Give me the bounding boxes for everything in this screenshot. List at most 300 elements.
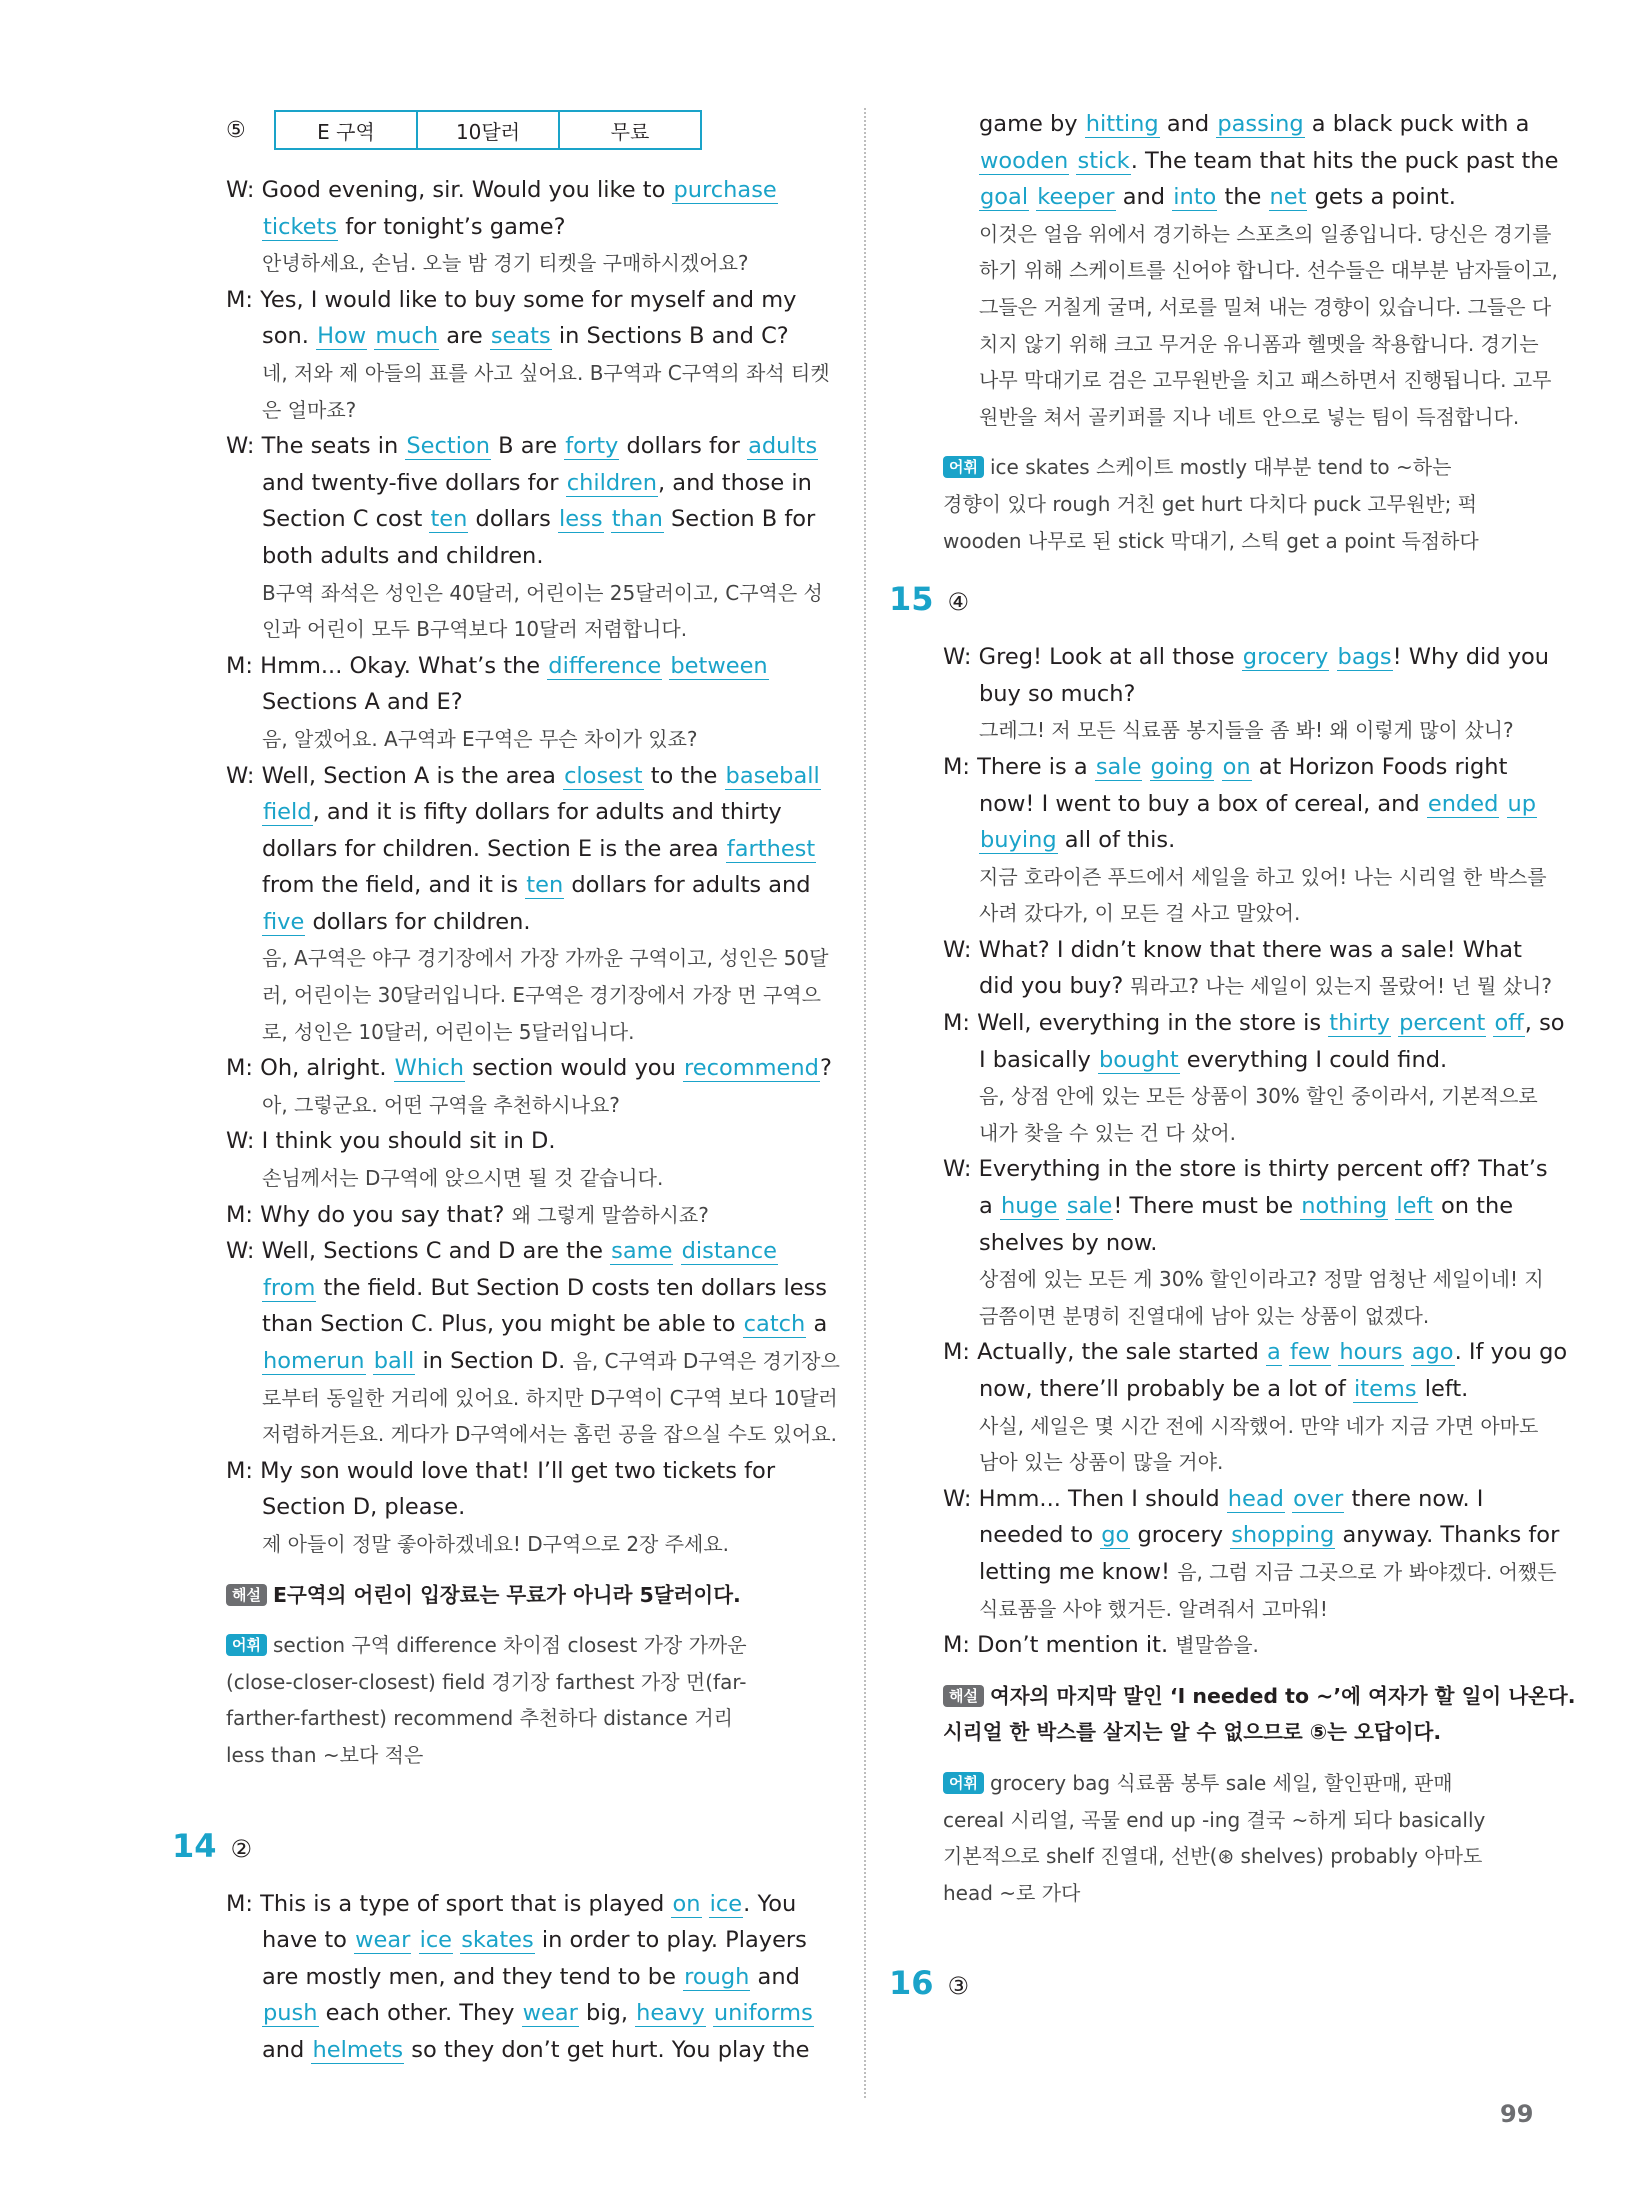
answer-blank: wear [355,1927,411,1954]
english-text: , and those in [658,469,812,496]
answer-blank: left [1396,1193,1433,1220]
korean-translation: 왜 그렇게 말씀하시죠? [511,1202,709,1227]
english-text: all of this. [1057,827,1176,854]
answer-blank: ten [526,872,564,899]
english-text [702,1891,709,1917]
english-text: W: Hmm... Then I should [943,1485,1227,1512]
dialogue-line [226,392,834,429]
answer-blank: uniforms [713,2000,813,2027]
dialogue-line [226,1526,834,1563]
dialogue-line [226,1922,834,1959]
korean-translation: 인과 어린이 모두 B구역보다 10달러 저렴합니다. [262,617,688,642]
q13-vocab [226,1627,834,1773]
english-text: are [439,323,490,350]
option-row [226,106,834,154]
english-text [1499,791,1506,817]
korean-translation: 러, 어린이는 30달러입니다. E구역은 경기장에서 가장 먼 구역으 [262,983,821,1008]
dialogue-line [226,1014,834,1051]
answer-blank: tickets [263,213,338,240]
dialogue-line [943,1042,1555,1079]
english-text: I basically [979,1046,1098,1073]
english-text: ! There must be [1113,1193,1301,1220]
answer-blank: five [263,908,305,935]
korean-translation: 이것은 얼음 위에서 경기하는 스포츠의 일종입니다. 당신은 경기를 [979,221,1552,246]
answer-blank: over [1293,1485,1344,1512]
answer-blank: huge [1000,1193,1058,1220]
answer-blank: head [1227,1485,1284,1512]
dialogue-line [226,1959,834,1996]
answer-blank: same [611,1238,673,1265]
answer-blank: ice [419,1927,453,1954]
answer-blank: up [1507,790,1537,817]
dialogue-line [943,1591,1555,1628]
dialogue-line [943,1298,1555,1335]
english-text: W: Everything in the store is thirty percent off? That’s [943,1156,1548,1183]
answer-blank: hours [1339,1339,1403,1366]
page-number: 99 [1500,2100,1534,2128]
dialogue-line [943,1554,1555,1591]
english-text [1142,754,1149,780]
answer-blank: from [263,1274,316,1301]
answer-blank: percent [1399,1010,1486,1037]
answer-blank: into [1173,184,1217,211]
vocab-line: 기본적으로 shelf 진열대, 선반(⊛ shelves) probably 아마도 [943,1844,1483,1869]
dialogue-line [943,1408,1555,1445]
english-text: and [1115,184,1173,211]
answer-blank: few [1289,1339,1331,1366]
korean-translation: 내가 찾을 수 있는 건 다 샀어. [979,1120,1237,1145]
english-text: grocery [1130,1522,1231,1549]
explain-text: E구역의 어린이 입장료는 무료가 아니라 5달러이다. [272,1582,741,1607]
english-text: everything I could find. [1179,1046,1448,1073]
dialogue-line [226,501,834,538]
korean-translation: 별말씀을. [1175,1633,1259,1658]
dialogue-line [943,712,1555,749]
korean-translation: 사려 갔다가, 이 모든 걸 사고 말았어. [979,901,1301,926]
dialogue-line [943,399,1555,436]
english-text: M: Well, everything in the store is [943,1010,1329,1037]
english-text: and [750,1963,800,1990]
english-text: a black puck with a [1304,111,1530,137]
english-text: Section B for [663,506,816,533]
dialogue-line [943,1444,1555,1481]
answer-blank: off [1494,1010,1524,1037]
dialogue-line [226,721,834,758]
english-text: Sections A and E? [262,689,463,716]
english-text: ! Why did you [1392,644,1550,671]
answer-blank: forty [565,433,619,460]
english-text: so they don’t get hurt. You play the [404,2036,810,2063]
question-answer: ② [230,1834,253,1863]
explain-badge: 해설 [943,1685,984,1707]
dialogue-line [226,1416,837,1453]
dialogue-line [943,1261,1555,1298]
question-answer: ④ [947,588,970,617]
dialogue-line [226,831,834,868]
answer-blank: going [1150,753,1214,780]
option-cell-section: E 구역 [275,111,417,149]
dialogue-line [226,1453,834,1490]
english-text: in order to play. Players [534,1927,807,1954]
english-text: letting me know! [979,1558,1178,1585]
vocab-line: farther-farthest) recommend 추천하다 distance 거리 [226,1706,733,1731]
dialogue-line [226,1087,834,1124]
dialogue-line [226,355,834,392]
korean-translation: 안녕하세요, 손님. 오늘 밤 경기 티켓을 구매하시겠어요? [262,251,749,276]
english-text: dollars for children. Section E is the area [262,835,726,862]
dialogue-line [943,895,1555,932]
answer-blank: grocery [1242,644,1329,671]
dialogue-line [943,1078,1555,1115]
answer-blank: skates [461,1927,534,1954]
vocab-badge: 어휘 [226,1634,267,1656]
english-text: son. [262,323,317,350]
korean-translation: 지금 호라이즌 푸드에서 세일을 하고 있어! 나는 시리얼 한 박스를 [979,864,1547,889]
english-text: in Sections B and C? [551,323,789,350]
dialogue-line [226,575,834,612]
english-text: the [1217,184,1269,211]
english-text: W: I think you should sit in D. [226,1128,556,1155]
dialogue-line [943,1481,1555,1518]
dialogue-line [226,318,834,355]
q15-dialogue [943,639,1568,1664]
dialogue-line [943,786,1555,823]
korean-translation: 나무 막대기로 검은 고무원반을 치고 패스하면서 진행됩니다. 고무 [979,368,1552,393]
english-text: to the [643,762,725,789]
dialogue-line [943,362,1555,399]
korean-translation: 은 얼마죠? [262,397,357,422]
english-text [1282,1339,1289,1365]
english-text: W: Good evening, sir. Would you like to [226,177,673,203]
dialogue-line [943,859,1555,896]
english-text: there now. I [1344,1485,1484,1512]
english-text: are mostly men, and they tend to be [262,1963,684,1990]
korean-translation: 원반을 쳐서 골키퍼를 지나 네트 안으로 넣는 팀이 득점합니다. [979,404,1520,429]
english-text: W: The seats in [226,433,406,460]
english-text: from the field, and it is [262,872,526,899]
english-text: M: Don’t mention it. [943,1632,1176,1659]
q15-vocab [943,1765,1555,1911]
dialogue-line [943,676,1555,713]
dialogue-line [943,1005,1565,1042]
answer-blank: rough [684,1963,750,1990]
dialogue-line [943,1627,1555,1664]
answer-blank: ball [373,1348,415,1374]
explain-text: 여자의 마지막 말인 ‘I needed to ~’에 여자가 할 일이 나온다. [989,1683,1576,1708]
english-text: . If you go [1454,1339,1568,1366]
dialogue-line [226,867,834,904]
option-cell-child: 무료 [559,111,701,149]
english-text: W: Well, Section A is the area [226,762,564,789]
dialogue-line [226,428,834,465]
q13-dialogue [226,172,840,1563]
dialogue-line [226,1306,834,1343]
dialogue-line [226,172,834,209]
korean-translation: B구역 좌석은 성인은 40달러, 어린이는 25달러이고, C구역은 성 [262,580,823,605]
english-text: and [1159,111,1217,137]
english-text: M: There is a [943,753,1095,780]
english-text: M: Oh, alright. [226,1055,394,1082]
dialogue-line [226,904,834,941]
english-text: now! I went to buy a box of cereal, and [979,790,1427,817]
english-text [604,506,611,532]
q13-explanation [226,1577,834,1614]
korean-translation: 손님께서는 D구역에 앉으시면 될 것 같습니다. [262,1166,664,1191]
answer-blank: farthest [726,835,816,862]
english-text: W: Well, Sections C and D are the [226,1238,611,1265]
dialogue-line [226,1050,834,1087]
english-text [673,1238,680,1264]
english-text: M: Actually, the sale started [943,1339,1267,1366]
answer-blank: between [670,652,768,679]
answer-blank: wooden [980,147,1069,174]
english-text [1404,1339,1411,1365]
dialogue-line [226,1343,840,1380]
answer-blank: sale [1066,1193,1113,1220]
dialogue-line [943,143,1559,180]
question-header-16 [889,1957,1501,2009]
answer-blank: much [375,323,439,350]
english-text: a [806,1311,828,1338]
dialogue-line [226,1160,834,1197]
dialogue-line [226,940,834,977]
dialogue-line [226,648,834,685]
english-text: section would you [465,1055,683,1082]
english-text: Section D, please. [262,1494,466,1521]
q14-vocab [943,449,1555,559]
answer-blank: on [672,1890,701,1917]
dialogue-line [226,977,834,1014]
korean-translation: 남아 있는 상품이 많을 거야. [979,1450,1224,1475]
english-text: both adults and children. [262,542,544,569]
answer-blank: buying [980,827,1057,854]
korean-translation: 상점에 있는 모든 게 30% 할인이라고? 정말 엄청난 세일이네! 지 [979,1267,1544,1292]
dialogue-line [226,1270,834,1307]
dialogue-line [226,684,834,721]
dialogue-line [943,1151,1555,1188]
korean-translation: 그들은 거칠게 굴며, 서로를 밀쳐 내는 경향이 있습니다. 그들은 다 [979,294,1552,319]
right-column [889,106,1576,2009]
dialogue-line [226,1380,838,1417]
english-text [366,1348,373,1374]
english-text: a [979,1193,1000,1220]
korean-translation: 로부터 동일한 거리에 있어요. 하지만 D구역이 C구역 보다 10달러 [262,1385,838,1410]
question-number: 15 [889,580,934,619]
english-text: dollars for adults and [564,872,811,899]
english-text: M: This is a type of sport that is played [226,1890,672,1917]
korean-translation: 그레그! 저 모든 식료품 봉지들을 좀 봐! 왜 이렇게 많이 샀니? [979,718,1514,743]
answer-blank: baseball [725,762,820,789]
dialogue-line [226,245,834,282]
korean-translation: 하기 위해 스케이트를 신어야 합니다. 선수들은 대부분 남자들이고, [979,258,1558,283]
korean-translation: 음, 상점 안에 있는 모든 상품이 30% 할인 중이라서, 기본적으로 [979,1084,1538,1109]
korean-translation: 제 아들이 정말 좋아하겠네요! D구역으로 2장 주세요. [262,1531,730,1556]
korean-translation: 저렴하거든요. 게다가 D구역에서는 홈런 공을 잡으실 수도 있어요. [262,1422,837,1447]
vocab-line: 경향이 있다 rough 거친 get hurt 다치다 puck 고무원반; 퍽 [943,491,1478,516]
answer-blank: push [263,2000,318,2027]
english-text [1059,1193,1066,1219]
dialogue-line [226,538,834,575]
english-text: big, [578,2000,636,2027]
answer-blank: seats [490,323,551,350]
q14-dialogue-part1 [226,1886,834,2069]
english-text: and [262,2036,312,2063]
english-text: M: Hmm... Okay. What’s the [226,652,548,679]
english-text [1214,754,1221,780]
answer-blank: helmets [312,2036,404,2063]
english-text: ? [819,1055,832,1082]
dialogue-line [226,1197,834,1234]
english-text: , so [1524,1010,1565,1037]
korean-translation: 사실, 세일은 몇 시간 전에 시작했어. 만약 네가 지금 가면 아마도 [979,1413,1539,1438]
dialogue-line [943,179,1555,216]
answer-blank: nothing [1301,1193,1388,1220]
korean-translation: 음, 알겠어요. A구역과 E구역은 무슨 차이가 있죠? [262,726,698,751]
answer-blank: go [1101,1522,1130,1549]
dialogue-line [943,932,1555,969]
vocab-line: (close-closer-closest) field 경기장 farthest 가장 먼(far- [226,1669,747,1694]
question-number: 16 [889,1964,934,2003]
english-text: dollars for children. [305,908,531,935]
answer-blank: bags [1337,644,1392,671]
answer-blank: How [317,323,367,350]
dialogue-line [943,326,1555,363]
vocab-badge: 어휘 [943,1772,984,1794]
english-text: gets a point. [1307,184,1456,211]
answer-blank: shopping [1231,1522,1335,1549]
dialogue-line [943,252,1558,289]
vocab-badge: 어휘 [943,456,984,478]
dialogue-line [943,216,1555,253]
english-text: M: Why do you say that? [226,1201,512,1228]
explain-text: 시리얼 한 박스를 살지는 알 수 없으므로 ⑤는 오답이다. [943,1720,1442,1745]
answer-blank: purchase [673,177,777,203]
dialogue-line [226,1995,834,2032]
vocab-line: head ~로 가다 [943,1880,1081,1905]
question-number: 14 [172,1826,217,1865]
dialogue-line [943,822,1555,859]
english-text: B are [490,433,565,460]
dialogue-line [943,1188,1555,1225]
english-text: M: My son would love that! I’ll get two tickets for [226,1457,776,1484]
explain-badge: 해설 [226,1584,267,1606]
english-text: dollars for [619,433,748,460]
answer-blank: keeper [1037,184,1115,211]
dialogue-line [943,289,1555,326]
answer-blank: recommend [683,1055,819,1082]
dialogue-line [943,968,1555,1005]
english-text: needed to [979,1522,1101,1549]
dialogue-line [943,1334,1568,1371]
english-text: buy so much? [979,680,1136,707]
answer-blank: ended [1427,790,1499,817]
answer-blank: heavy [636,2000,705,2027]
english-text: M: Yes, I would like to buy some for myself and my [226,286,797,313]
vocab-line: ice skates 스케이트 mostly 대부분 tend to ~하는 [989,455,1452,480]
dialogue-line [226,465,834,502]
vocab-line: cereal 시리얼, 곡물 end up -ing 결국 ~하게 되다 basically [943,1807,1486,1832]
dialogue-line [943,639,1555,676]
answer-blank: less [559,506,603,533]
english-text: did you buy? [979,973,1131,1000]
dialogue-line [226,209,834,246]
dialogue-line [226,1233,834,1270]
dialogue-line [226,611,834,648]
dialogue-line [226,1123,834,1160]
english-text: each other. They [318,2000,522,2027]
english-text: for tonight’s game? [338,213,566,240]
korean-translation: 금쯤이면 분명히 진열대에 남아 있는 상품이 없겠다. [979,1303,1430,1328]
vocab-line: less than ~보다 적은 [226,1742,424,1767]
english-text: shelves by now. [979,1229,1158,1256]
answer-blank: net [1269,184,1307,211]
english-text: anyway. Thanks for [1335,1522,1560,1549]
english-text: than Section C. Plus, you might be able to [262,1311,743,1338]
column-divider [864,108,866,2098]
english-text [706,2000,713,2026]
answer-blank: Section [406,433,490,460]
answer-blank: ten [430,506,468,533]
answer-blank: ice [709,1890,743,1917]
answer-blank: ago [1411,1339,1454,1366]
answer-blank: than [611,506,663,533]
english-text: on the [1433,1193,1514,1220]
english-text: dollars [468,506,559,533]
answer-blank: goal [980,184,1029,211]
answer-blank: thirty [1329,1010,1390,1037]
answer-blank: children [566,469,657,496]
english-text: . The team that hits the puck past the [1130,147,1559,174]
dialogue-line [226,758,834,795]
vocab-line: grocery bag 식료품 봉투 sale 세일, 할인판매, 판매 [989,1770,1453,1795]
answer-blank: sale [1095,753,1142,780]
answer-blank: wear [522,2000,578,2027]
answer-blank: catch [743,1311,806,1338]
korean-translation: 뭐라고? 나는 세일이 있는지 몰랐어! 넌 뭘 샀니? [1130,974,1552,999]
answer-blank: difference [548,652,662,679]
answer-blank: Which [394,1055,465,1082]
korean-translation: 로, 성인은 10달러, 어린이는 5달러입니다. [262,1019,635,1044]
korean-translation: 음, 그럼 지금 그곳으로 가 봐야겠다. 어쨌든 [1177,1559,1557,1584]
dialogue-line [226,1489,834,1526]
dialogue-line [226,1886,834,1923]
english-text: now, there’ll probably be a lot of [979,1376,1353,1402]
answer-blank: adults [748,433,818,460]
vocab-line: wooden 나무로 된 stick 막대기, 스틱 get a point 득점하다 [943,528,1479,553]
q14-dialogue-part2 [943,106,1559,435]
english-text [411,1927,418,1953]
dialogue-line [943,1115,1555,1152]
korean-translation: 치지 않기 위해 크고 무거운 유니폼과 헬멧을 착용합니다. 경기는 [979,331,1539,356]
english-text: in Section D. [415,1348,573,1374]
english-text: and twenty-five dollars for [262,469,566,496]
english-text: have to [262,1927,355,1954]
answer-blank: items [1354,1376,1417,1402]
option-table [274,110,702,150]
answer-blank: on [1222,753,1251,780]
answer-blank: passing [1217,111,1304,137]
english-text: . You [743,1890,797,1917]
korean-translation: 아, 그렇군요. 어떤 구역을 추천하시나요? [262,1092,620,1117]
english-text: the field. But Section D costs ten dollars less [316,1274,827,1301]
answer-blank: field [263,799,312,826]
english-text: game by [979,111,1085,137]
dialogue-line [943,1371,1555,1408]
korean-translation: 음, A구역은 야구 경기장에서 가장 가까운 구역이고, 성인은 50달 [262,946,829,971]
answer-blank: distance [681,1238,777,1265]
english-text: at Horizon Foods right [1251,753,1508,780]
question-header-14 [172,1820,780,1872]
